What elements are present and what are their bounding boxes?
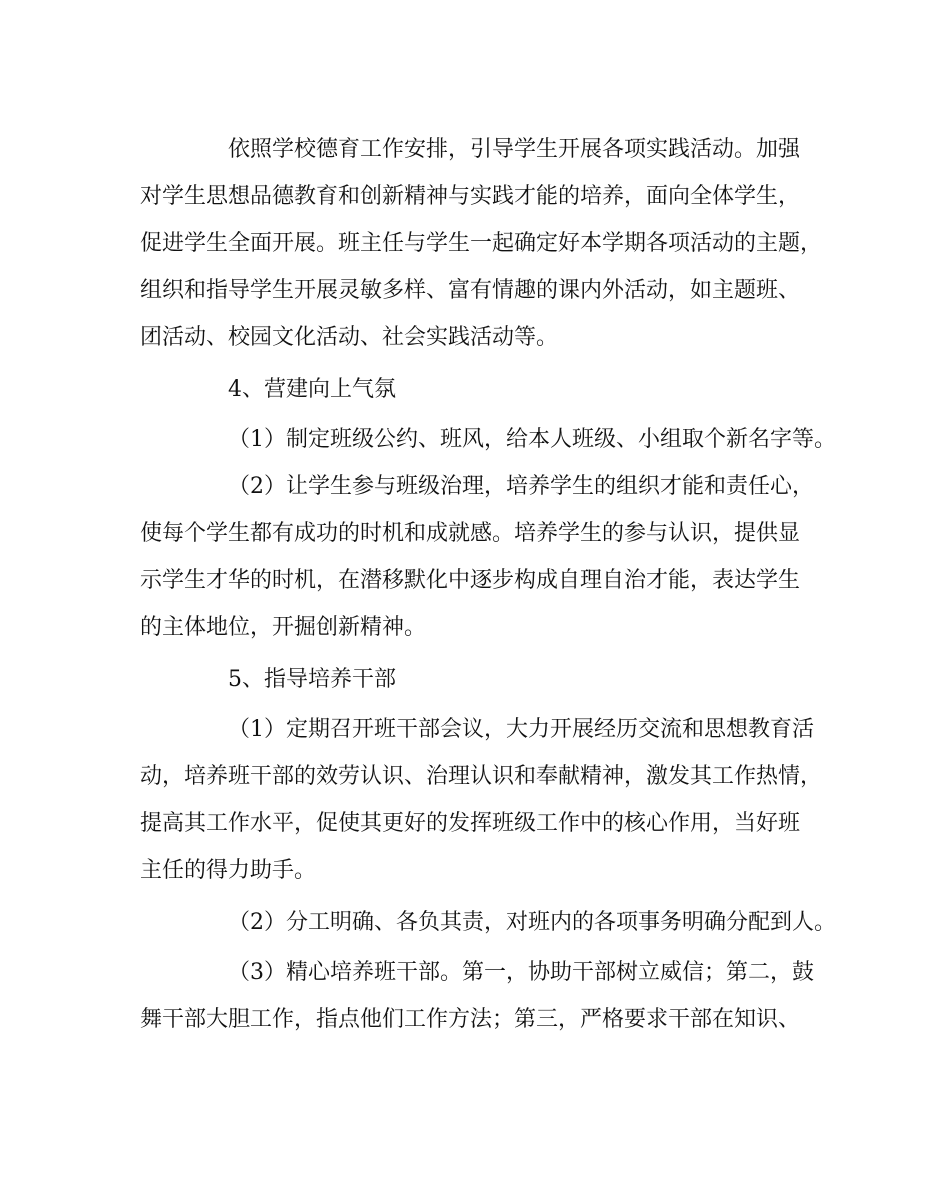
text-line: 舞干部大胆工作，指点他们工作方法；第三，严格要求干部在知识、 (140, 1007, 801, 1032)
text-line: （1）制定班级公约、班风，给本人班级、小组取个新名字等。 (228, 427, 836, 452)
text-line: 主任的得力助手。 (140, 858, 317, 883)
text-line: 对学生思想品德教育和创新精神与实践才能的培养，面向全体学生， (140, 184, 801, 209)
text-line: 的主体地位，开掘创新精神。 (140, 615, 427, 640)
text-line: 动，培养班干部的效劳认识、治理认识和奉献精神，激发其工作热情， (140, 764, 823, 789)
section-heading: 4、营建向上气氛 (228, 377, 396, 402)
text-line: （2）让学生参与班级治理，培养学生的组织才能和责任心， (228, 474, 814, 499)
section-heading: 5、指导培养干部 (228, 667, 396, 692)
text-line: （2）分工明确、各负其责，对班内的各项事务明确分配到人。 (228, 910, 836, 935)
text-line: 组织和指导学生开展灵敏多样、富有情趣的课内外活动，如主题班、 (140, 278, 801, 303)
text-line: 促进学生全面开展。班主任与学生一起确定好本学期各项活动的主题， (140, 231, 823, 256)
text-line: 提高其工作水平，促使其更好的发挥班级工作中的核心作用，当好班 (140, 811, 801, 836)
text-line: 依照学校德育工作安排，引导学生开展各项实践活动。加强 (228, 137, 801, 162)
text-line: 使每个学生都有成功的时机和成就感。培养学生的参与认识，提供显 (140, 521, 801, 546)
text-line: 示学生才华的时机，在潜移默化中逐步构成自理自治才能，表达学生 (140, 568, 801, 593)
text-line: （3）精心培养班干部。第一，协助干部树立威信；第二，鼓 (228, 960, 814, 985)
text-line: （1）定期召开班干部会议，大力开展经历交流和思想教育活 (228, 717, 814, 742)
text-line: 团活动、校园文化活动、社会实践活动等。 (140, 325, 559, 350)
